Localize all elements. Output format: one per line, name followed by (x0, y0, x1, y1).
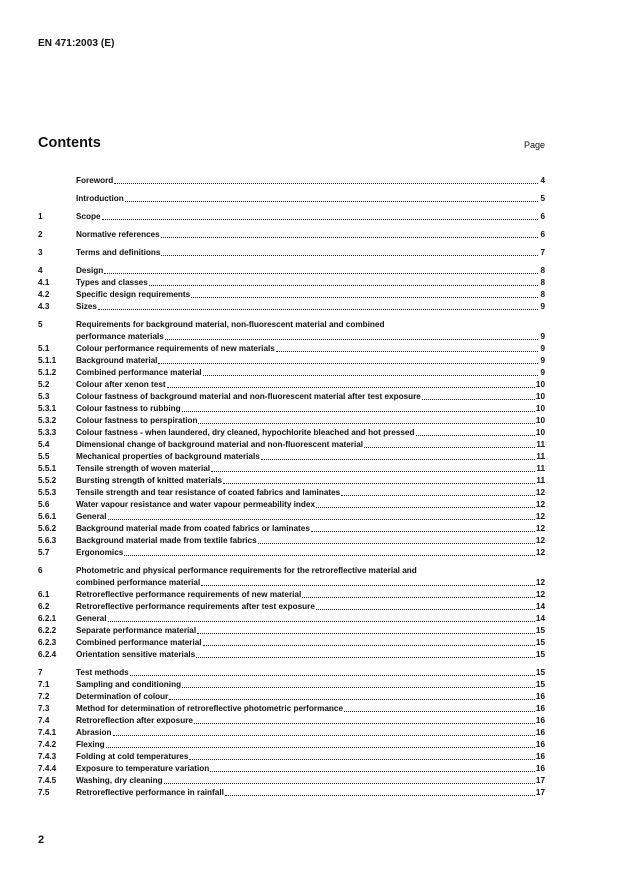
page-number: 15 (535, 638, 545, 647)
page-number: 10 (535, 428, 545, 437)
toc-entry-title-line (76, 523, 545, 535)
dot-leader (311, 523, 535, 535)
dot-leader (114, 175, 538, 187)
page-number: 15 (535, 668, 545, 677)
toc-entry[interactable] (38, 499, 545, 511)
section-number: 5.1.2 (38, 368, 57, 377)
page-number: 12 (535, 524, 545, 533)
section-title: Test methods (76, 668, 129, 677)
page-number: 15 (535, 626, 545, 635)
toc-entry-title-line (76, 367, 545, 379)
toc-entry-title-line (76, 229, 545, 241)
section-number: 5.5.3 (38, 488, 57, 497)
toc-entry-title-line (76, 763, 545, 775)
section-title: Folding at cold temperatures (76, 752, 189, 761)
toc-group (38, 319, 545, 559)
toc-entry[interactable] (38, 301, 545, 313)
toc-entry[interactable] (38, 613, 545, 625)
toc-entry[interactable] (38, 565, 545, 589)
toc-entry-title-line (76, 637, 545, 649)
section-number: 7.4.5 (38, 776, 57, 785)
toc-entry[interactable] (38, 601, 545, 613)
section-title: Foreword (76, 176, 114, 185)
toc-entry[interactable] (38, 451, 545, 463)
section-title: Tensile strength of woven material (76, 464, 211, 473)
page-number: 10 (535, 380, 545, 389)
section-number: 4.1 (38, 278, 50, 287)
toc-entry[interactable] (38, 739, 545, 751)
page-number: 12 (535, 536, 545, 545)
page-number: 12 (535, 500, 545, 509)
toc-entry-title-line (76, 667, 545, 679)
toc-entry[interactable] (38, 319, 545, 343)
page-number: 12 (535, 548, 545, 557)
section-title: Colour fastness to perspiration (76, 416, 198, 425)
page-number: 8 (540, 278, 545, 287)
toc-entry-title-line (76, 265, 545, 277)
section-title: Separate performance material (76, 626, 197, 635)
dot-leader (201, 577, 535, 589)
toc-group (38, 667, 545, 799)
section-number: 5.6 (38, 500, 50, 509)
section-number: 6.1 (38, 590, 50, 599)
toc-entry-title-line (76, 703, 545, 715)
dot-leader (225, 787, 535, 799)
section-title: Flexing (76, 740, 105, 749)
section-number: 4.3 (38, 302, 50, 311)
section-number: 5.4 (38, 440, 50, 449)
section-title: Abrasion (76, 728, 112, 737)
section-title: Ergonomics (76, 548, 124, 557)
section-number: 7.4 (38, 716, 50, 725)
toc-entry-title-line (76, 247, 545, 259)
section-number: 6.2.1 (38, 614, 57, 623)
section-number: 7.3 (38, 704, 50, 713)
page-number: 11 (536, 452, 545, 461)
page-column-label: Page (523, 140, 545, 150)
section-number: 5.3.3 (38, 428, 57, 437)
toc-entry[interactable] (38, 379, 545, 391)
page-number: 11 (536, 464, 545, 473)
section-title: Normative references (76, 230, 160, 239)
dot-leader (261, 451, 536, 463)
toc-group (38, 565, 545, 661)
page-number: 7 (540, 248, 545, 257)
page-number: 16 (535, 752, 545, 761)
dot-leader (194, 715, 535, 727)
section-number: 5.6.3 (38, 536, 57, 545)
toc-entry[interactable] (38, 775, 545, 787)
section-number: 6.2 (38, 602, 50, 611)
dot-leader (341, 487, 535, 499)
dot-leader (258, 535, 535, 547)
toc-entry[interactable] (38, 343, 545, 355)
toc-entry-title-line (76, 601, 545, 613)
section-number: 5.6.2 (38, 524, 57, 533)
contents-heading: Contents (38, 135, 101, 151)
toc-entry[interactable] (38, 625, 545, 637)
section-title-continued: combined performance material (76, 578, 201, 587)
dot-leader (124, 547, 535, 559)
section-number: 4 (38, 266, 43, 275)
toc-entry-title-line (76, 475, 545, 487)
section-title: Retroreflection after exposure (76, 716, 193, 725)
toc-group (38, 193, 545, 205)
section-number: 7 (38, 668, 43, 677)
dot-leader (104, 265, 538, 277)
toc-entry[interactable] (38, 247, 545, 259)
section-title: Colour fastness - when laundered, dry cleaned, hypochlorite bleached and hot pressed (76, 428, 415, 437)
toc-entry-title-line (76, 415, 545, 427)
toc-entry-title-line (76, 775, 545, 787)
page-number: 15 (535, 680, 545, 689)
dot-leader (108, 613, 535, 625)
page-number: 12 (535, 512, 545, 521)
toc-entry[interactable] (38, 487, 545, 499)
section-number: 7.2 (38, 692, 50, 701)
dot-leader (203, 637, 535, 649)
section-number: 6 (38, 566, 43, 575)
section-title: General (76, 614, 107, 623)
toc-entry-title-line (76, 547, 545, 559)
toc-entry[interactable] (38, 679, 545, 691)
section-number: 5.2 (38, 380, 50, 389)
section-title: Background material made from textile fabrics (76, 536, 257, 545)
dot-leader (113, 727, 535, 739)
page-number: 15 (535, 650, 545, 659)
section-number: 5.1.1 (38, 356, 57, 365)
toc-entry-title-line (76, 463, 545, 475)
page-number: 6 (540, 230, 545, 239)
dot-leader (344, 703, 535, 715)
page-number: 16 (535, 704, 545, 713)
toc-entry-title-line (76, 439, 545, 451)
toc-entry-title-line (76, 787, 545, 799)
toc-entry-title-line (76, 319, 545, 343)
section-number: 6.2.2 (38, 626, 57, 635)
dot-leader (98, 301, 538, 313)
table-of-contents (38, 175, 545, 805)
toc-entry[interactable] (38, 763, 545, 775)
page-number: 11 (536, 476, 545, 485)
toc-entry-title-line (76, 679, 545, 691)
toc-entry[interactable] (38, 535, 545, 547)
section-title: Colour performance requirements of new materials (76, 344, 275, 353)
dot-leader (182, 403, 535, 415)
section-title: Types and classes (76, 278, 148, 287)
page-number: 4 (540, 176, 545, 185)
section-number: 5.7 (38, 548, 50, 557)
section-number: 2 (38, 230, 43, 239)
page-number: 10 (535, 416, 545, 425)
toc-entry-title-line (76, 211, 545, 223)
dot-leader (210, 763, 535, 775)
section-number: 5.3 (38, 392, 50, 401)
section-title: Method for determination of retroreflective photometric performance (76, 704, 344, 713)
toc-entry[interactable] (38, 439, 545, 451)
toc-entry[interactable] (38, 427, 545, 439)
section-title: Water vapour resistance and water vapour permeability index (76, 500, 316, 509)
page-number: 9 (540, 368, 545, 377)
toc-entry-title-line (76, 589, 545, 601)
toc-entry[interactable] (38, 727, 545, 739)
section-title: Sizes (76, 302, 97, 311)
dot-leader (416, 427, 535, 439)
page-number: 16 (535, 716, 545, 725)
toc-entry[interactable] (38, 277, 545, 289)
section-number: 5.3.2 (38, 416, 57, 425)
toc-entry-title-line (76, 355, 545, 367)
toc-entry-title-line (76, 379, 545, 391)
dot-leader (167, 379, 535, 391)
toc-entry-title-line (76, 511, 545, 523)
section-title: Retroreflective performance requirements of new material (76, 590, 302, 599)
page-number: 6 (540, 212, 545, 221)
toc-entry[interactable] (38, 703, 545, 715)
dot-leader (316, 601, 535, 613)
toc-group (38, 211, 545, 223)
toc-entry[interactable] (38, 415, 545, 427)
section-title: Introduction (76, 194, 124, 203)
section-title: Terms and definitions (76, 248, 161, 257)
toc-entry-title-line (76, 175, 545, 187)
dot-leader (165, 331, 538, 343)
section-number: 6.2.4 (38, 650, 57, 659)
toc-entry[interactable] (38, 787, 545, 799)
toc-entry[interactable] (38, 367, 545, 379)
toc-entry-title-line (76, 565, 545, 589)
page-number: 9 (540, 344, 545, 353)
page-number: 14 (535, 614, 545, 623)
dot-leader (203, 367, 538, 379)
dot-leader (211, 463, 535, 475)
toc-entry[interactable] (38, 475, 545, 487)
page-number: 8 (540, 290, 545, 299)
toc-entry[interactable] (38, 751, 545, 763)
page-number: 9 (540, 302, 545, 311)
section-title: Washing, dry cleaning (76, 776, 163, 785)
toc-entry[interactable] (38, 403, 545, 415)
section-number: 5.6.1 (38, 512, 57, 521)
toc-entry-title-line (76, 499, 545, 511)
section-title: Colour fastness of background material and non-fluorescent material after test exposure (76, 392, 421, 401)
dot-leader (276, 343, 538, 355)
toc-entry[interactable] (38, 355, 545, 367)
dot-leader (196, 649, 535, 661)
toc-entry[interactable] (38, 265, 545, 277)
section-title: Specific design requirements (76, 290, 191, 299)
section-number: 7.4.4 (38, 764, 57, 773)
dot-leader (422, 391, 535, 403)
toc-entry[interactable] (38, 211, 545, 223)
section-title: Background material made from coated fabrics or laminates (76, 524, 310, 533)
toc-entry[interactable] (38, 691, 545, 703)
toc-entry-title-line (76, 487, 545, 499)
page-number: 11 (536, 440, 545, 449)
section-title: Combined performance material (76, 368, 202, 377)
dot-leader (164, 775, 535, 787)
dot-leader (106, 739, 535, 751)
page-number: 9 (540, 356, 545, 365)
toc-entry-title-line (76, 277, 545, 289)
toc-group (38, 229, 545, 241)
toc-entry[interactable] (38, 463, 545, 475)
dot-leader (158, 355, 538, 367)
section-number: 7.4.2 (38, 740, 57, 749)
section-title: Exposure to temperature variation (76, 764, 210, 773)
dot-leader (197, 625, 535, 637)
toc-group (38, 247, 545, 259)
section-number: 6.2.3 (38, 638, 57, 647)
section-number: 5.3.1 (38, 404, 57, 413)
dot-leader (130, 667, 535, 679)
toc-entry-title-line (76, 427, 545, 439)
section-number: 5 (38, 320, 43, 329)
section-title: Scope (76, 212, 101, 221)
section-number: 1 (38, 212, 43, 221)
page-number: 16 (535, 692, 545, 701)
dot-leader (198, 415, 534, 427)
section-title: Photometric and physical performance requirements for the retroreflective material and (76, 566, 417, 575)
dot-leader (182, 679, 535, 691)
section-title: Retroreflective performance requirements after test exposure (76, 602, 315, 611)
page-number: 17 (535, 788, 545, 797)
toc-entry[interactable] (38, 715, 545, 727)
page-number: 10 (535, 392, 545, 401)
section-number: 7.1 (38, 680, 50, 689)
section-number: 3 (38, 248, 43, 257)
section-number: 5.5 (38, 452, 50, 461)
section-number: 5.5.2 (38, 476, 57, 485)
page-number: 9 (540, 332, 545, 341)
toc-entry[interactable] (38, 547, 545, 559)
section-number: 5.1 (38, 344, 50, 353)
section-title: Bursting strength of knitted materials (76, 476, 223, 485)
toc-entry-title-line (76, 727, 545, 739)
page-number: 16 (535, 728, 545, 737)
section-title: Requirements for background material, non-fluorescent material and combined (76, 320, 385, 329)
section-number: 7.5 (38, 788, 50, 797)
page-number: 5 (540, 194, 545, 203)
toc-entry-title-line (76, 613, 545, 625)
toc-entry[interactable] (38, 649, 545, 661)
section-title: Design (76, 266, 104, 275)
section-title: Background material (76, 356, 158, 365)
dot-leader (169, 691, 535, 703)
toc-entry[interactable] (38, 229, 545, 241)
page-number: 10 (535, 404, 545, 413)
toc-entry[interactable] (38, 637, 545, 649)
page-number: 12 (535, 578, 545, 587)
document-id-header: EN 471:2003 (E) (38, 38, 115, 49)
toc-entry-title-line (76, 715, 545, 727)
page-number: 16 (535, 764, 545, 773)
section-title: Orientation sensitive materials (76, 650, 196, 659)
toc-entry[interactable] (38, 523, 545, 535)
toc-entry[interactable] (38, 193, 545, 205)
dot-leader (316, 499, 535, 511)
toc-entry-title-line (76, 691, 545, 703)
section-number: 5.5.1 (38, 464, 57, 473)
page-number: 8 (540, 266, 545, 275)
dot-leader (125, 193, 538, 205)
section-number: 7.4.3 (38, 752, 57, 761)
toc-entry-title-line (76, 343, 545, 355)
page-number: 12 (535, 488, 545, 497)
dot-leader (161, 247, 538, 259)
dot-leader (302, 589, 535, 601)
dot-leader (149, 277, 538, 289)
section-title: Retroreflective performance in rainfall (76, 788, 224, 797)
toc-entry[interactable] (38, 589, 545, 601)
section-title: General (76, 512, 107, 521)
section-title: Mechanical properties of background materials (76, 452, 260, 461)
section-number: 7.4.1 (38, 728, 57, 737)
dot-leader (189, 751, 535, 763)
toc-group (38, 175, 545, 187)
dot-leader (364, 439, 535, 451)
toc-entry-title-line (76, 739, 545, 751)
dot-leader (102, 211, 538, 223)
dot-leader (223, 475, 535, 487)
dot-leader (191, 289, 538, 301)
toc-entry[interactable] (38, 175, 545, 187)
section-number: 4.2 (38, 290, 50, 299)
page-number: 16 (535, 740, 545, 749)
section-title: Colour after xenon test (76, 380, 166, 389)
toc-entry-title-line (76, 403, 545, 415)
dot-leader (108, 511, 535, 523)
page-number: 17 (535, 776, 545, 785)
section-title: Colour fastness to rubbing (76, 404, 181, 413)
toc-entry-title-line (76, 625, 545, 637)
section-title: Determination of colour (76, 692, 169, 701)
toc-entry-title-line (76, 535, 545, 547)
toc-entry[interactable] (38, 289, 545, 301)
dot-leader (161, 229, 538, 241)
toc-entry-title-line (76, 391, 545, 403)
section-title: Dimensional change of background material and non-fluorescent material (76, 440, 364, 449)
toc-entry-title-line (76, 451, 545, 463)
toc-entry-title-line (76, 751, 545, 763)
toc-group (38, 265, 545, 313)
toc-entry-title-line (76, 649, 545, 661)
page-number: 14 (535, 602, 545, 611)
section-title-continued: performance materials (76, 332, 164, 341)
toc-entry-title-line (76, 301, 545, 313)
section-title: Tensile strength and tear resistance of coated fabrics and laminates (76, 488, 341, 497)
toc-entry[interactable] (38, 511, 545, 523)
footer-page-number: 2 (38, 834, 45, 846)
toc-entry[interactable] (38, 391, 545, 403)
section-title: Combined performance material (76, 638, 202, 647)
toc-entry-title-line (76, 193, 545, 205)
toc-entry[interactable] (38, 667, 545, 679)
toc-entry-title-line (76, 289, 545, 301)
page-number: 12 (535, 590, 545, 599)
section-title: Sampling and conditioning (76, 680, 182, 689)
